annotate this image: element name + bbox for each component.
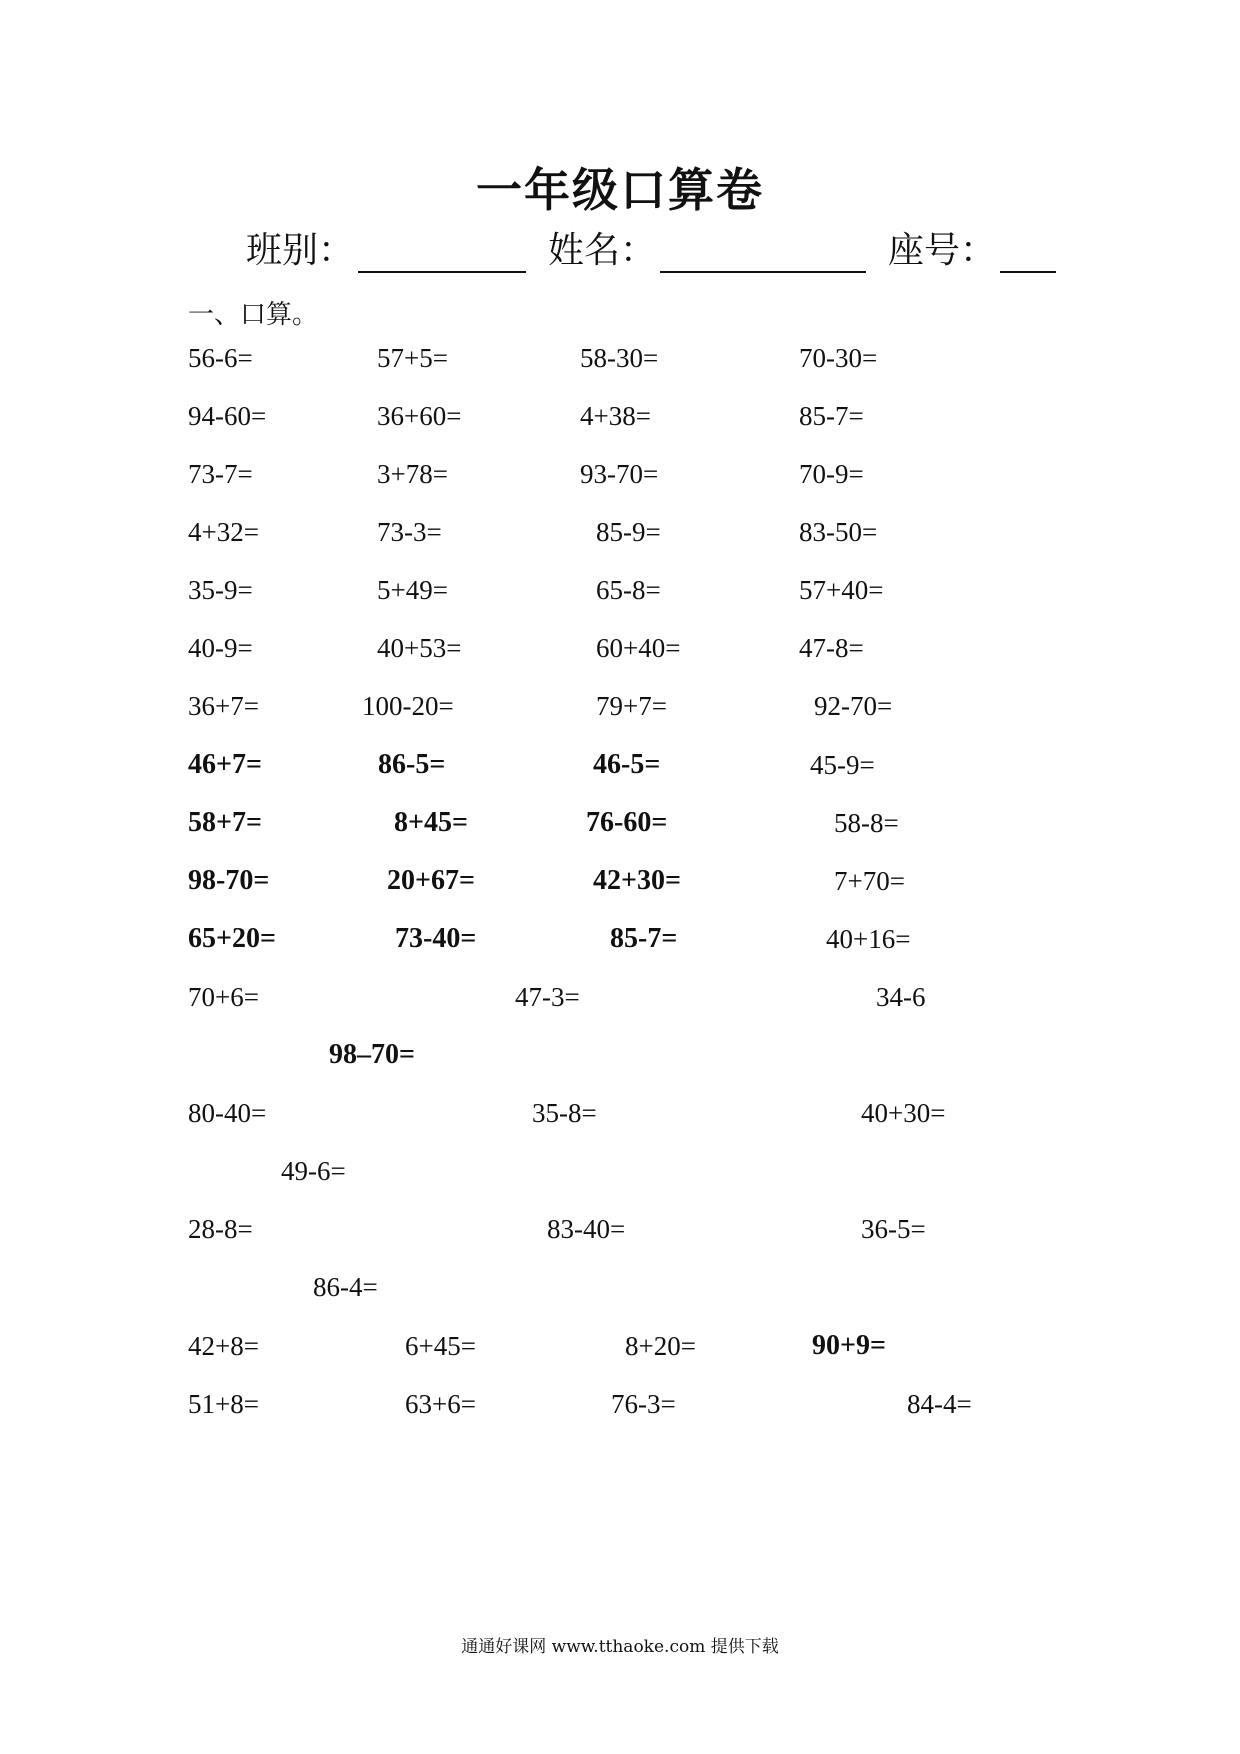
problem-row [0,745,1240,785]
arithmetic-problem: 80-40= [188,1098,267,1128]
arithmetic-problem: 6+45= [405,1331,476,1361]
arithmetic-problem: 56-6= [188,343,253,373]
arithmetic-problem: 8+20= [625,1331,696,1361]
problem-row [0,1093,1240,1133]
arithmetic-problem: 3+78= [377,459,448,489]
arithmetic-problem: 65+20= [188,923,276,954]
arithmetic-problem: 34-6 [876,982,926,1012]
problem-row [0,570,1240,610]
arithmetic-problem: 98-70= [188,865,270,896]
arithmetic-problem: 46+7= [188,749,262,780]
problem-row [0,338,1240,378]
arithmetic-problem: 85-7= [799,401,864,431]
problem-row [0,977,1240,1017]
arithmetic-problem: 70-30= [799,343,878,373]
arithmetic-problem: 65-8= [596,575,661,605]
page-title: 一年级口算卷 [476,163,764,217]
arithmetic-problem: 57+40= [799,575,884,605]
arithmetic-problem: 79+7= [596,691,667,721]
arithmetic-problem: 57+5= [377,343,448,373]
arithmetic-problem: 94-60= [188,401,267,431]
arithmetic-problem: 83-40= [547,1214,626,1244]
arithmetic-problem: 63+6= [405,1389,476,1419]
problem-row [0,512,1240,552]
arithmetic-problem: 58-30= [580,343,659,373]
arithmetic-problem: 47-3= [515,982,580,1012]
problem-row [0,1209,1240,1249]
problem-row [0,396,1240,436]
arithmetic-problem: 73-40= [395,923,477,954]
arithmetic-problem: 28-8= [188,1214,253,1244]
arithmetic-problem: 4+32= [188,517,259,547]
arithmetic-problem: 58+7= [188,807,262,838]
arithmetic-problem: 45-9= [810,750,875,780]
arithmetic-problem: 47-8= [799,633,864,663]
problem-row [0,803,1240,843]
arithmetic-problem: 40+16= [826,924,911,954]
arithmetic-problem: 60+40= [596,633,681,663]
arithmetic-problem: 42+30= [593,865,681,896]
arithmetic-problem: 40-9= [188,633,253,663]
arithmetic-problem: 92-70= [814,691,893,721]
problem-row [0,1035,1240,1075]
arithmetic-problem: 40+53= [377,633,462,663]
arithmetic-problem: 86-4= [313,1272,378,1302]
problem-row [0,628,1240,668]
arithmetic-problem: 36+7= [188,691,259,721]
arithmetic-problem: 35-9= [188,575,253,605]
arithmetic-problem: 73-3= [377,517,442,547]
arithmetic-problem: 35-8= [532,1098,597,1128]
arithmetic-problem: 58-8= [834,808,899,838]
name-label: 姓名： [548,230,657,271]
problem-row [0,686,1240,726]
arithmetic-problem: 70+6= [188,982,259,1012]
arithmetic-problem: 76-60= [586,807,668,838]
problem-row [0,1151,1240,1191]
class-label: 班别： [246,230,355,271]
problem-row [0,1384,1240,1424]
arithmetic-problem: 5+49= [377,575,448,605]
arithmetic-problem: 40+30= [861,1098,946,1128]
problem-row [0,1267,1240,1307]
arithmetic-problem: 8+45= [394,807,468,838]
section-heading: 一、口算。 [188,300,319,330]
arithmetic-problem: 4+38= [580,401,651,431]
arithmetic-problem: 100-20= [362,691,454,721]
arithmetic-problem: 20+67= [387,865,475,896]
arithmetic-problem: 85-9= [596,517,661,547]
arithmetic-problem: 46-5= [593,749,661,780]
arithmetic-problem: 36-5= [861,1214,926,1244]
arithmetic-problem: 84-4= [907,1389,972,1419]
arithmetic-problem: 90+9= [812,1330,886,1361]
arithmetic-problem: 98–70= [329,1039,415,1070]
arithmetic-problem: 76-3= [611,1389,676,1419]
footer-credit: 通通好课网 www.tthaoke.com 提供下载 [461,1637,779,1657]
arithmetic-problem: 7+70= [834,866,905,896]
arithmetic-problem: 93-70= [580,459,659,489]
arithmetic-problem: 73-7= [188,459,253,489]
problem-row [0,1326,1240,1366]
arithmetic-problem: 51+8= [188,1389,259,1419]
arithmetic-problem: 36+60= [377,401,462,431]
arithmetic-problem: 42+8= [188,1331,259,1361]
arithmetic-problem: 49-6= [281,1156,346,1186]
problem-row [0,861,1240,901]
seat-label: 座号： [888,230,997,271]
arithmetic-problem: 86-5= [378,749,446,780]
problem-row [0,919,1240,959]
problem-row [0,454,1240,494]
arithmetic-problem: 83-50= [799,517,878,547]
arithmetic-problem: 85-7= [610,923,678,954]
arithmetic-problem: 70-9= [799,459,864,489]
